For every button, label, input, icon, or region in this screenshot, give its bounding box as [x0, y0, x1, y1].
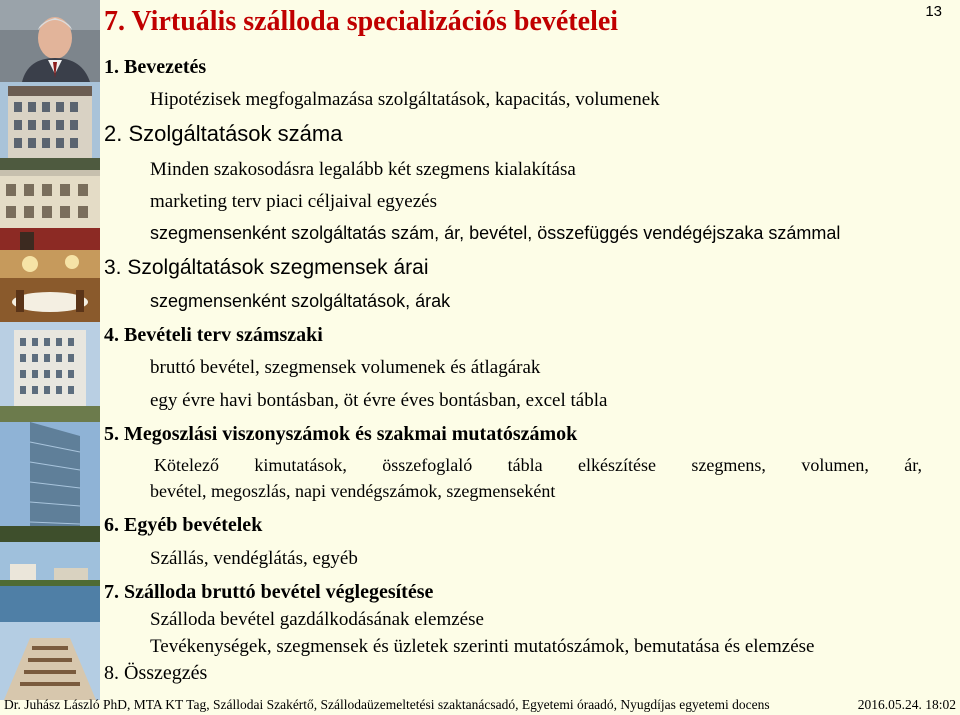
- section-1-heading: 1. Bevezetés: [104, 56, 207, 78]
- section-5-item-2: bevétel, megoszlás, napi vendégszámok, szegmenseként: [150, 481, 556, 501]
- hotel-building-photo-3: [0, 322, 100, 422]
- section-5-item-1: Kötelező kimutatások, összefoglaló tábla elkészítése szegmens, volumen, ár,: [154, 455, 922, 475]
- slide-number: 13: [925, 3, 942, 20]
- section-3-heading: 3. Szolgáltatások szegmensek árai: [104, 256, 429, 279]
- slide-title: 7. Virtuális szálloda specializációs bevételei: [104, 6, 619, 37]
- footer-date: 2016.05.24. 18:02: [857, 697, 956, 712]
- section-7-item-2: Tevékenységek, szegmensek és üzletek szerinti mutatószámok, bemutatása és elemzése: [150, 636, 815, 657]
- section-3-item-1: szegmensenként szolgáltatások, árak: [150, 291, 451, 311]
- section-2-item-1: Minden szakosodásra legalább két szegmens kialakítása: [150, 159, 576, 180]
- hotel-photo-strip: [0, 0, 100, 700]
- hotel-interior-photo: [0, 250, 100, 322]
- hotel-lake-photo: [0, 542, 100, 622]
- section-4-item-1: bruttó bevétel, szegmensek volumenek és átlagárak: [150, 357, 541, 378]
- section-4-heading: 4. Bevételi terv számszaki: [104, 324, 323, 346]
- section-6-item-1: Szállás, vendéglátás, egyéb: [150, 548, 358, 569]
- section-4-item-2: egy évre havi bontásban, öt évre éves bontásban, excel tábla: [150, 390, 608, 411]
- section-1-item-1: Hipotézisek megfogalmazása szolgáltatások, kapacitás, volumenek: [150, 89, 660, 110]
- section-7-heading: 7. Szálloda bruttó bevétel véglegesítése: [104, 581, 434, 603]
- section-5-heading: 5. Megoszlási viszonyszámok és szakmai mutatószámok: [104, 423, 578, 445]
- section-8-heading: 8. Összegzés: [104, 662, 208, 684]
- hotel-building-photo-5: [0, 622, 100, 700]
- section-6-heading: 6. Egyéb bevételek: [104, 514, 263, 536]
- section-2-item-2: marketing terv piaci céljaival egyezés: [150, 191, 437, 212]
- section-2-heading: 2. Szolgáltatások száma: [104, 121, 343, 146]
- section-5-paragraph: [150, 455, 922, 502]
- author-portrait-photo: [0, 0, 100, 82]
- hotel-building-photo-4: [0, 422, 100, 542]
- footer-author: Dr. Juhász László PhD, MTA KT Tag, Szállodai Szakértő, Szállodaüzemeltetési szaktanácsadó, Egyetemi óraadó, Nyugdíjas egyetemi docens: [4, 697, 770, 712]
- hotel-building-photo-2: [0, 170, 100, 250]
- section-7-item-1: Szálloda bevétel gazdálkodásának elemzése: [150, 609, 484, 630]
- hotel-building-photo-1: [0, 82, 100, 170]
- section-2-item-3: szegmensenként szolgáltatás szám, ár, bevétel, összefüggés vendégéjszaka számmal: [150, 223, 841, 243]
